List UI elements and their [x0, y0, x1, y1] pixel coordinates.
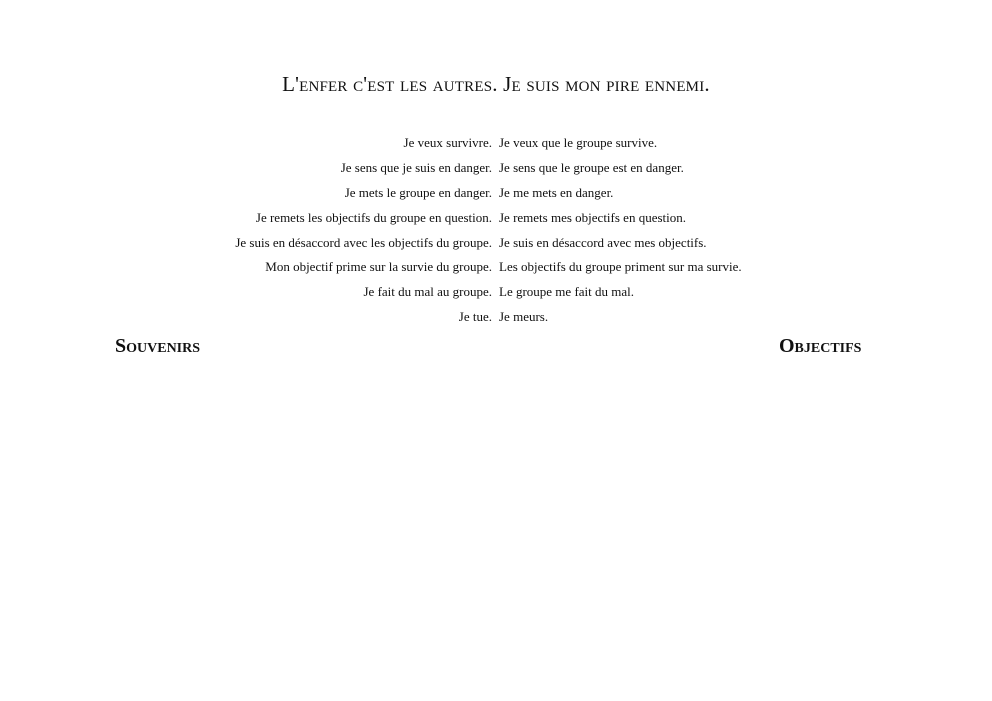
individual-statement: Je fait du mal au groupe.: [363, 284, 492, 300]
individual-statement: Je remets les objectifs du groupe en question.: [255, 209, 492, 225]
statement-row: [0, 305, 992, 330]
statement-row: [0, 131, 992, 156]
group-statement: Les objectifs du groupe priment sur ma survie.: [499, 259, 742, 275]
group-statement: Le groupe me fait du mal.: [499, 284, 635, 300]
statement-row: [0, 181, 992, 206]
statement-row: [0, 230, 992, 255]
group-statement: Je me mets en danger.: [499, 184, 614, 200]
individual-statement: Je mets le groupe en danger.: [344, 184, 492, 200]
individual-statement: Mon objectif prime sur la survie du groupe.: [265, 259, 492, 275]
individual-statement: Je veux survivre.: [403, 135, 492, 151]
group-statement: Je veux que le groupe survive.: [499, 135, 658, 151]
group-statement: Je remets mes objectifs en question.: [499, 209, 687, 225]
objectifs-heading: Objectifs: [779, 335, 862, 357]
group-statement: Je suis en désaccord avec mes objectifs.: [499, 234, 707, 250]
group-statement: Je sens que le groupe est en danger.: [499, 160, 684, 176]
individual-statement: Je suis en désaccord avec les objectifs du groupe.: [235, 234, 492, 250]
individual-statement: Je sens que je suis en danger.: [340, 160, 492, 176]
statement-row: [0, 280, 992, 305]
page-title: L'enfer c'est les autres. Je suis mon pire ennemi.: [282, 72, 710, 96]
statement-row: [0, 205, 992, 230]
individual-statement: Je tue.: [458, 308, 492, 324]
group-statement: Je meurs.: [499, 308, 549, 324]
statement-pairs: [0, 131, 992, 329]
statement-row: [0, 255, 992, 280]
statement-row: [0, 156, 992, 181]
souvenirs-heading: Souvenirs: [115, 335, 201, 357]
